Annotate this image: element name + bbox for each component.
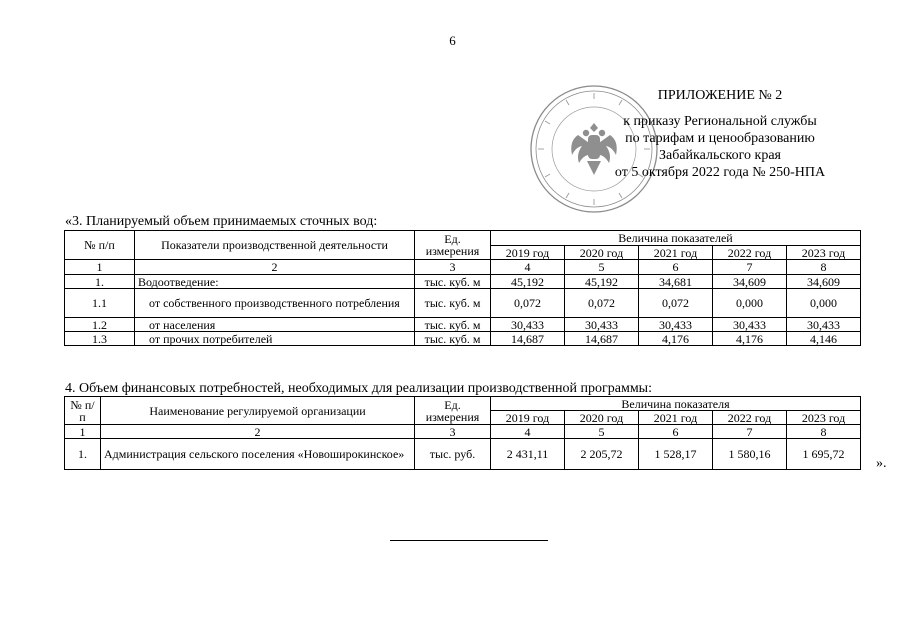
row-value: 30,433 [565,318,639,332]
annex-header [560,87,880,181]
col-number: 4 [491,260,565,275]
row-value: 30,433 [639,318,713,332]
financial-needs-table [64,396,861,470]
row-value: 4,176 [639,332,713,346]
header-values-group: Величина показателя [491,397,861,411]
annex-line: к приказу Региональной службы [623,114,817,129]
row-value: 1 580,16 [713,439,787,470]
col-number: 4 [491,425,565,439]
header-values-group: Величина показателей [491,231,861,246]
header-num: № п/п [65,231,135,260]
annex-line: по тарифам и ценообразованию [625,131,815,146]
header-year: 2022 год [713,411,787,425]
header-org: Наименование регулируемой организации [101,397,415,425]
col-number: 1 [65,260,135,275]
table-row [65,439,861,470]
table-row [65,318,861,332]
header-indicator: Показатели производственной деятельности [135,231,415,260]
col-number: 6 [639,260,713,275]
col-number: 7 [713,425,787,439]
row-value: 4,146 [787,332,861,346]
column-numbers-row [65,425,861,439]
row-num: 1.3 [65,332,135,346]
row-value: 30,433 [491,318,565,332]
header-year: 2023 год [787,411,861,425]
header-year: 2020 год [565,246,639,260]
row-value: 45,192 [491,275,565,289]
annex-line: Забайкальского края [658,148,781,163]
col-number: 1 [65,425,101,439]
row-name: от собственного производственного потребления [135,289,415,318]
row-num: 1. [65,439,101,470]
row-name: Администрация сельского поселения «Новоширокинское» [101,439,415,470]
table-row [65,332,861,346]
row-value: 34,609 [787,275,861,289]
row-unit: тыс. куб. м [415,318,491,332]
row-value: 45,192 [565,275,639,289]
row-value: 34,681 [639,275,713,289]
header-unit: Ед. измерения [415,231,491,260]
col-number: 3 [415,425,491,439]
col-number: 7 [713,260,787,275]
row-value: 14,687 [491,332,565,346]
row-value: 2 205,72 [565,439,639,470]
row-name: от прочих потребителей [135,332,415,346]
row-num: 1.1 [65,289,135,318]
row-value: 1 528,17 [639,439,713,470]
table-row [65,275,861,289]
header-unit: Ед. измерения [415,397,491,425]
wastewater-volume-table [64,230,861,346]
annex-title: ПРИЛОЖЕНИЕ № 2 [657,88,783,103]
column-numbers-row [65,260,861,275]
header-year: 2021 год [639,411,713,425]
row-unit: тыс. руб. [415,439,491,470]
col-number: 8 [787,425,861,439]
row-value: 14,687 [565,332,639,346]
row-value: 0,072 [491,289,565,318]
page-number: 6 [449,33,456,48]
header-num: № п/п [65,397,101,425]
row-value: 30,433 [787,318,861,332]
row-value: 4,176 [713,332,787,346]
row-value: 0,000 [787,289,861,318]
header-year: 2020 год [565,411,639,425]
col-number: 8 [787,260,861,275]
row-name: Водоотведение: [135,275,415,289]
row-value: 0,072 [565,289,639,318]
row-value: 34,609 [713,275,787,289]
col-number: 2 [135,260,415,275]
row-num: 1. [65,275,135,289]
header-year: 2021 год [639,246,713,260]
header-year: 2019 год [491,411,565,425]
row-unit: тыс. куб. м [415,289,491,318]
col-number: 6 [639,425,713,439]
row-value: 0,000 [713,289,787,318]
row-value: 0,072 [639,289,713,318]
col-number: 5 [565,260,639,275]
row-value: 30,433 [713,318,787,332]
row-value: 2 431,11 [491,439,565,470]
col-number: 2 [101,425,415,439]
row-num: 1.2 [65,318,135,332]
row-name: от населения [135,318,415,332]
section-3-title: «3. Планируемый объем принимаемых сточных вод: [65,214,378,229]
row-unit: тыс. куб. м [415,275,491,289]
row-unit: тыс. куб. м [415,332,491,346]
footer-divider [390,540,548,541]
col-number: 3 [415,260,491,275]
section-4-title: 4. Объем финансовых потребностей, необходимых для реализации производственной программы: [65,381,652,396]
header-year: 2019 год [491,246,565,260]
annex-line: от 5 октября 2022 года № 250-НПА [614,165,826,180]
col-number: 5 [565,425,639,439]
row-value: 1 695,72 [787,439,861,470]
header-year: 2023 год [787,246,861,260]
header-year: 2022 год [713,246,787,260]
closing-quote: ». [876,456,887,471]
table-row [65,289,861,318]
